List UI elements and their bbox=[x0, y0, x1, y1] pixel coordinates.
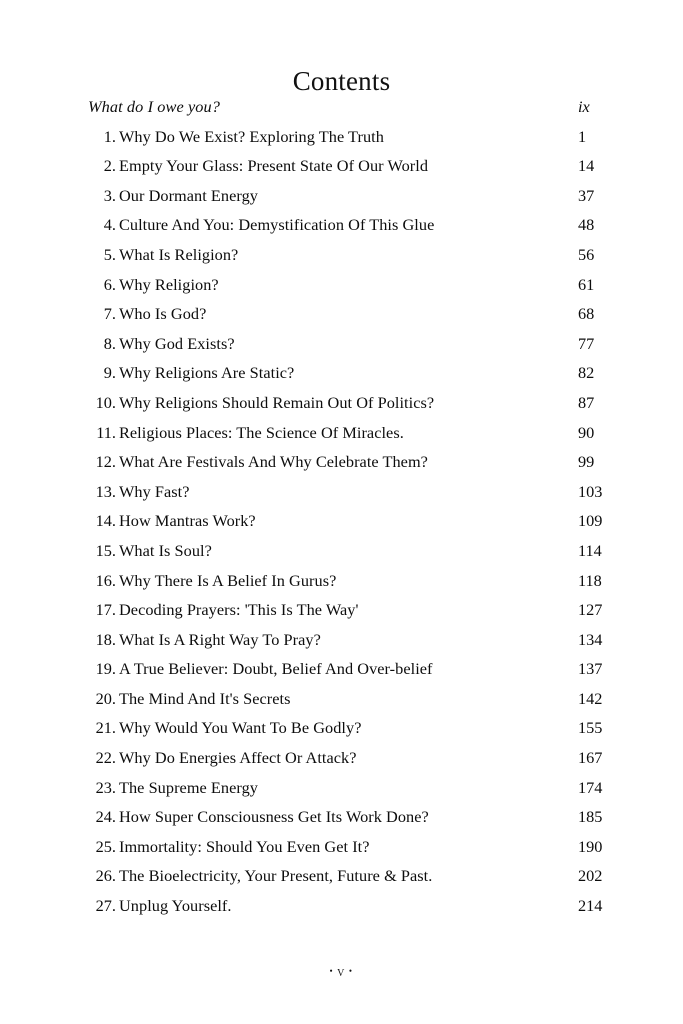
toc-entry-title: Why Do We Exist? Exploring The Truth bbox=[119, 126, 384, 146]
toc-entry-title: What do I owe you? bbox=[88, 97, 221, 116]
toc-chapter-row[interactable] bbox=[88, 713, 608, 743]
toc-entry-title: The Mind And It's Secrets bbox=[119, 688, 291, 708]
toc-entry-title: Why God Exists? bbox=[119, 333, 235, 353]
toc-entry-title: Our Dormant Energy bbox=[119, 185, 258, 205]
toc-entry-number: 21. bbox=[95, 718, 116, 738]
toc-entry-page-number: 109 bbox=[578, 511, 603, 531]
toc-entry-page-number: 118 bbox=[578, 570, 602, 590]
toc-chapter-row[interactable] bbox=[88, 270, 608, 300]
toc-entry-number: 27. bbox=[95, 896, 116, 916]
toc-chapter-row[interactable] bbox=[88, 299, 608, 329]
toc-entry-title: Why There Is A Belief In Gurus? bbox=[119, 570, 337, 590]
toc-entry-title: Religious Places: The Science Of Miracles. bbox=[119, 422, 404, 442]
toc-entry-number: 10. bbox=[95, 392, 116, 412]
toc-entry-number: 19. bbox=[95, 659, 116, 679]
toc-entry-page-number: 134 bbox=[578, 629, 603, 649]
toc-entry-title: Empty Your Glass: Present State Of Our World bbox=[119, 156, 429, 176]
toc-entry-page-number: 90 bbox=[578, 422, 595, 442]
toc-chapter-row[interactable] bbox=[88, 181, 608, 211]
toc-entry-number: 12. bbox=[95, 452, 116, 472]
toc-entry-page-number: 1 bbox=[578, 126, 587, 146]
toc-entry-title: Why Fast? bbox=[119, 481, 190, 501]
toc-entry-title: Immortality: Should You Even Get It? bbox=[119, 836, 370, 856]
toc-chapter-row[interactable] bbox=[88, 329, 608, 359]
toc-chapter-row[interactable] bbox=[88, 477, 608, 507]
toc-chapter-row[interactable] bbox=[88, 861, 608, 891]
toc-entry-page-number: 56 bbox=[578, 244, 595, 264]
toc-entry-number: 22. bbox=[95, 748, 116, 768]
toc-entry-page-number: 37 bbox=[578, 185, 595, 205]
toc-chapter-row[interactable] bbox=[88, 122, 608, 152]
toc-entry-title: Why Religion? bbox=[119, 274, 219, 294]
toc-entry-title: What Are Festivals And Why Celebrate Them? bbox=[119, 452, 428, 472]
toc-entry-page-number: 68 bbox=[578, 304, 595, 324]
toc-entry-title: Culture And You: Demystification Of This Glue bbox=[119, 215, 435, 235]
toc-entry-number: 2. bbox=[103, 156, 116, 176]
toc-entry-title: What Is Religion? bbox=[119, 244, 239, 264]
toc-entry-number: 7. bbox=[103, 304, 116, 324]
page-folio bbox=[0, 962, 683, 982]
toc-chapter-row[interactable] bbox=[88, 802, 608, 832]
toc-entry-number: 9. bbox=[103, 363, 116, 383]
toc-chapter-row[interactable] bbox=[88, 625, 608, 655]
toc-chapter-row[interactable] bbox=[88, 536, 608, 566]
toc-entry-number: 24. bbox=[95, 807, 116, 827]
toc-entry-page-number: 190 bbox=[578, 836, 603, 856]
toc-chapter-row[interactable] bbox=[88, 684, 608, 714]
toc-chapter-row[interactable] bbox=[88, 151, 608, 181]
toc-chapter-row[interactable] bbox=[88, 210, 608, 240]
toc-chapter-row[interactable] bbox=[88, 891, 608, 921]
folio-left-dot: • bbox=[329, 966, 335, 976]
toc-chapter-row[interactable] bbox=[88, 506, 608, 536]
toc-entry-page-number: 142 bbox=[578, 688, 603, 708]
toc-entry-page-number: 137 bbox=[578, 659, 603, 679]
folio-right-dot: • bbox=[348, 966, 354, 976]
toc-entry-number: 5. bbox=[103, 244, 116, 264]
toc-entry-number: 16. bbox=[95, 570, 116, 590]
toc-entry-title: Why Religions Should Remain Out Of Politics? bbox=[119, 392, 435, 412]
toc-list bbox=[88, 92, 608, 921]
toc-entry-title: Decoding Prayers: 'This Is The Way' bbox=[119, 600, 359, 620]
toc-entry-page-number: 185 bbox=[578, 807, 603, 827]
toc-entry-page-number: 127 bbox=[578, 600, 603, 620]
toc-entry-title: Unplug Yourself. bbox=[119, 896, 232, 916]
toc-chapter-row[interactable] bbox=[88, 595, 608, 625]
toc-chapter-row[interactable] bbox=[88, 773, 608, 803]
toc-entry-number: 15. bbox=[95, 540, 116, 560]
toc-entry-number: 3. bbox=[103, 185, 116, 205]
toc-entry-page-number: 214 bbox=[578, 896, 603, 916]
toc-chapter-row[interactable] bbox=[88, 743, 608, 773]
toc-entry-number: 25. bbox=[95, 836, 116, 856]
toc-entry-title: Why Do Energies Affect Or Attack? bbox=[119, 748, 357, 768]
folio-number: v bbox=[337, 965, 346, 980]
toc-entry-number: 13. bbox=[95, 481, 116, 501]
toc-chapter-row[interactable] bbox=[88, 240, 608, 270]
toc-front-matter-row[interactable] bbox=[88, 92, 608, 122]
toc-chapter-row[interactable] bbox=[88, 654, 608, 684]
toc-entry-title: How Super Consciousness Get Its Work Done? bbox=[119, 807, 429, 827]
toc-entry-page-number: 48 bbox=[578, 215, 595, 235]
toc-entry-page-number: 202 bbox=[578, 866, 603, 886]
toc-entry-page-number: 99 bbox=[578, 452, 595, 472]
toc-entry-number: 6. bbox=[103, 274, 116, 294]
toc-entry-title: Why Religions Are Static? bbox=[119, 363, 295, 383]
toc-entry-page-number: 82 bbox=[578, 363, 595, 383]
toc-entry-number: 23. bbox=[95, 777, 116, 797]
toc-entry-number: 4. bbox=[103, 215, 116, 235]
toc-chapter-row[interactable] bbox=[88, 566, 608, 596]
toc-entry-page-number: 61 bbox=[578, 274, 595, 294]
toc-entry-number: 11. bbox=[96, 422, 116, 442]
toc-entry-number: 26. bbox=[95, 866, 116, 886]
toc-entry-number: 8. bbox=[103, 333, 116, 353]
toc-entry-title: What Is A Right Way To Pray? bbox=[119, 629, 321, 649]
toc-chapter-row[interactable] bbox=[88, 447, 608, 477]
toc-entry-page-number: 155 bbox=[578, 718, 603, 738]
page-title: Contents bbox=[292, 66, 391, 97]
toc-entry-page-number: ix bbox=[578, 97, 590, 116]
toc-entry-number: 18. bbox=[95, 629, 116, 649]
toc-entry-number: 17. bbox=[95, 600, 116, 620]
toc-entry-page-number: 114 bbox=[578, 540, 602, 560]
toc-chapter-row[interactable] bbox=[88, 358, 608, 388]
toc-chapter-row[interactable] bbox=[88, 832, 608, 862]
toc-entry-title: What Is Soul? bbox=[119, 540, 212, 560]
toc-entry-title: Why Would You Want To Be Godly? bbox=[119, 718, 362, 738]
toc-entry-number: 1. bbox=[103, 126, 116, 146]
toc-entry-page-number: 87 bbox=[578, 392, 595, 412]
toc-entry-page-number: 174 bbox=[578, 777, 603, 797]
toc-entry-title: Who Is God? bbox=[119, 304, 207, 324]
toc-entry-title: The Bioelectricity, Your Present, Future & Past. bbox=[119, 866, 433, 886]
toc-entry-page-number: 167 bbox=[578, 748, 603, 768]
toc-entry-title: How Mantras Work? bbox=[119, 511, 256, 531]
toc-chapter-row[interactable] bbox=[88, 418, 608, 448]
toc-entry-page-number: 103 bbox=[578, 481, 603, 501]
toc-entry-title: The Supreme Energy bbox=[119, 777, 258, 797]
toc-entry-title: A True Believer: Doubt, Belief And Over-belief bbox=[119, 659, 433, 679]
toc-entry-page-number: 14 bbox=[578, 156, 595, 176]
toc-entry-number: 14. bbox=[95, 511, 116, 531]
toc-entry-page-number: 77 bbox=[578, 333, 595, 353]
toc-chapter-row[interactable] bbox=[88, 388, 608, 418]
toc-entry-number: 20. bbox=[95, 688, 116, 708]
